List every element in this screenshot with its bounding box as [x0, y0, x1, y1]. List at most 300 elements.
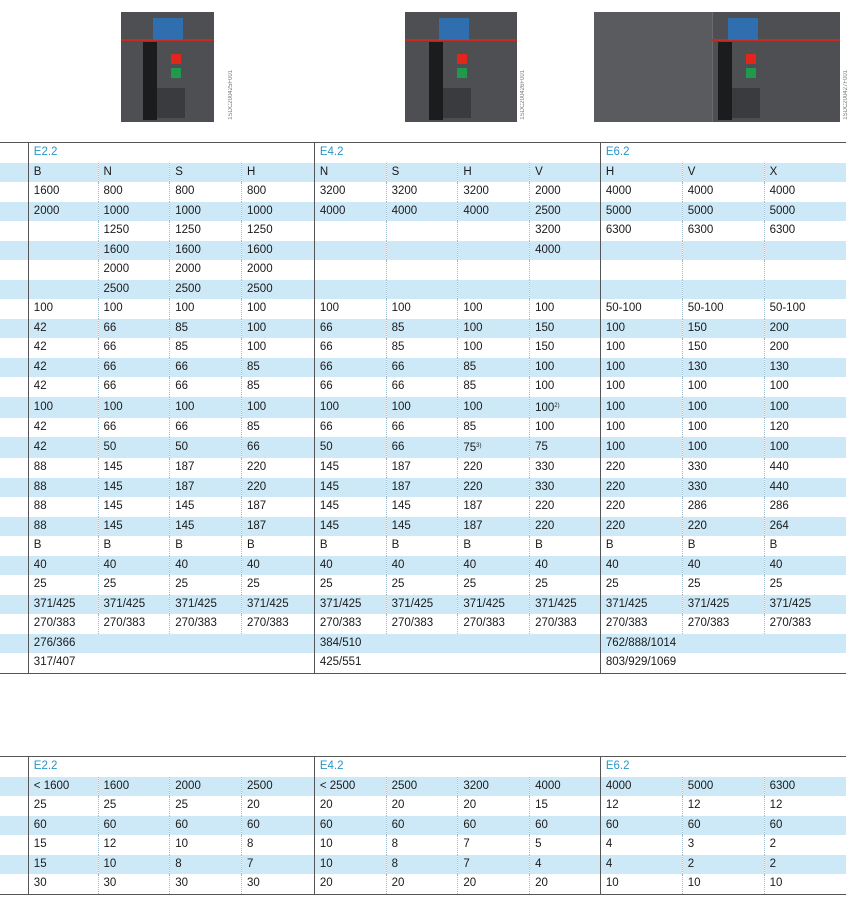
- cell-value: 100: [463, 321, 483, 334]
- cell-value: 145: [103, 461, 123, 474]
- table-cell: [28, 816, 98, 836]
- table-cell: [314, 377, 386, 397]
- cell-value: < 1600: [33, 779, 70, 792]
- cell-value: 220: [535, 519, 555, 532]
- cell-value: 371/425: [463, 597, 505, 610]
- cell-value: 2500: [247, 282, 273, 295]
- cell-value: 100: [391, 302, 411, 315]
- table-cell: [530, 874, 601, 894]
- table-cell: [170, 319, 242, 339]
- cell-value: B: [319, 539, 328, 552]
- cell-value: 7: [247, 857, 254, 870]
- cell-value: 187: [391, 480, 411, 493]
- cell-value: 2000: [247, 263, 273, 276]
- specs-table-secondary: [0, 756, 846, 895]
- table-row: [0, 874, 846, 894]
- table-cell: [386, 614, 458, 634]
- table-cell: [458, 221, 530, 241]
- table-cell: [170, 163, 242, 183]
- table-cell: [530, 777, 601, 797]
- table-cell: [530, 377, 601, 397]
- table-cell: [242, 358, 315, 378]
- cell-value: 100: [605, 360, 626, 373]
- cell-value: 1600: [103, 243, 130, 256]
- cell-value: 145: [103, 519, 123, 532]
- table-row-merged: [0, 634, 846, 654]
- cell-value: 60: [769, 818, 783, 831]
- table-cell: [682, 536, 764, 556]
- table-cell: [530, 280, 601, 300]
- table-cell: [530, 319, 601, 339]
- cell-value: 88: [33, 461, 47, 474]
- cell-value: 40: [769, 558, 783, 571]
- table-cell: [314, 478, 386, 498]
- cell-value: 100: [391, 400, 411, 413]
- row-label-cell: [0, 816, 28, 836]
- table-cell: [314, 556, 386, 576]
- table-cell: [458, 835, 530, 855]
- table-cell: [764, 319, 846, 339]
- table-row: [0, 418, 846, 438]
- table-cell: [458, 280, 530, 300]
- cell-value: H: [605, 165, 615, 178]
- table-cell: [170, 280, 242, 300]
- cell-value: 42: [33, 420, 47, 433]
- cell-value: 145: [103, 480, 123, 493]
- cell-value: 88: [33, 480, 47, 493]
- cell-value: N: [103, 165, 112, 178]
- cell-value: 66: [319, 420, 333, 433]
- table-cell: [28, 874, 98, 894]
- table-cell: [170, 260, 242, 280]
- table-cell: [458, 855, 530, 875]
- cell-value: 50-100: [605, 302, 642, 315]
- table-row: [0, 182, 846, 202]
- table-row: [0, 497, 846, 517]
- cell-value: 100: [605, 341, 626, 354]
- cell-value: 286: [687, 500, 707, 513]
- cell-value: 220: [605, 480, 626, 493]
- table-cell: [242, 478, 315, 498]
- group-header-row: [0, 143, 846, 163]
- table-cell: [530, 796, 601, 816]
- group-header-row: [0, 757, 846, 777]
- table-cell: [600, 497, 682, 517]
- table-cell: [28, 358, 98, 378]
- cell-value: 3200: [535, 224, 561, 237]
- table-row: [0, 855, 846, 875]
- table-row: [0, 377, 846, 397]
- cell-value: 25: [463, 578, 477, 591]
- table-cell: [764, 397, 846, 418]
- table-cell: [458, 418, 530, 438]
- cell-value: 145: [175, 500, 195, 513]
- cell-value: 145: [319, 500, 339, 513]
- cell-value: 66: [391, 380, 405, 393]
- table-cell: [600, 835, 682, 855]
- table-cell: [682, 458, 764, 478]
- cell-value: 15: [33, 857, 47, 870]
- table-cell: [600, 260, 682, 280]
- cell-value: 1000: [103, 204, 130, 217]
- cell-value: 85: [247, 380, 260, 393]
- table-cell: [600, 418, 682, 438]
- cell-value: 40: [687, 558, 701, 571]
- cell-value: 20: [463, 877, 477, 890]
- cell-value: 100: [175, 302, 195, 315]
- table-cell: [386, 241, 458, 261]
- table-row: [0, 575, 846, 595]
- cell-value: 75: [535, 441, 548, 453]
- cell-value: 30: [175, 877, 189, 890]
- table-cell: [764, 796, 846, 816]
- table-cell: [764, 418, 846, 438]
- table-cell: [314, 358, 386, 378]
- table-cell: [98, 437, 170, 458]
- cell-value: 3: [687, 838, 695, 851]
- table-cell: [386, 260, 458, 280]
- table-cell: [98, 358, 170, 378]
- cell-value: 220: [463, 480, 483, 493]
- cell-value: 100: [33, 400, 53, 413]
- row-label-cell: [0, 575, 28, 595]
- cell-value: 10: [103, 857, 117, 870]
- cell-value: 371/425: [33, 597, 76, 610]
- cell-value: 5000: [769, 204, 796, 217]
- cell-value: 4: [605, 857, 613, 870]
- cell-value: 1250: [103, 224, 130, 237]
- cell-value: 60: [463, 818, 477, 831]
- cell-value: 85: [175, 341, 189, 354]
- cell-value: 3200: [319, 185, 346, 198]
- cell-value: 6300: [769, 224, 796, 237]
- cell-value: 371/425: [247, 597, 289, 610]
- cell-value: 40: [247, 558, 260, 571]
- table-cell: [314, 319, 386, 339]
- cell-value: 100: [535, 401, 555, 414]
- cell-value: 8: [391, 857, 398, 870]
- cell-value: 2000: [175, 779, 201, 792]
- cell-value: 2500: [247, 779, 273, 792]
- table-cell: [458, 319, 530, 339]
- cell-value: 20: [391, 877, 405, 890]
- cell-value: B: [463, 539, 471, 552]
- cell-value: 66: [319, 321, 333, 334]
- table-cell: [28, 595, 98, 615]
- row-label-cell: [0, 517, 28, 537]
- cell-value: 100: [535, 420, 555, 433]
- cell-value: 25: [103, 578, 117, 591]
- cell-value: 20: [535, 877, 548, 890]
- row-label-cell: [0, 338, 28, 358]
- row-label-cell: [0, 874, 28, 894]
- cell-value: 100: [463, 302, 483, 315]
- table-cell: [98, 221, 170, 241]
- table-cell: [386, 221, 458, 241]
- table-cell: [242, 377, 315, 397]
- cell-value: 220: [687, 519, 707, 532]
- table-cell: [242, 397, 315, 418]
- row-label-cell: [0, 855, 28, 875]
- cell-value: B: [769, 539, 778, 552]
- cell-value: V: [535, 165, 543, 178]
- table-cell: [764, 517, 846, 537]
- cell-value: 4000: [535, 243, 561, 256]
- table-cell: [386, 338, 458, 358]
- cell-value: 30: [33, 877, 47, 890]
- table-cell: [28, 338, 98, 358]
- photo-code-3: 1SDC200427F001: [843, 70, 849, 120]
- cell-value: 25: [175, 799, 189, 812]
- cell-value: 60: [319, 818, 333, 831]
- cell-value: 270/383: [605, 617, 648, 630]
- cell-value: 100: [535, 380, 555, 393]
- cell-value: 42: [33, 441, 47, 453]
- table-cell: [600, 614, 682, 634]
- table-cell: [682, 319, 764, 339]
- table-row: [0, 478, 846, 498]
- table-cell: [530, 437, 601, 458]
- row-label-cell: [0, 202, 28, 222]
- cell-value: 40: [103, 558, 117, 571]
- cell-value: 371/425: [687, 597, 730, 610]
- table-cell: [682, 835, 764, 855]
- table-cell: [764, 614, 846, 634]
- cell-value: 1250: [247, 224, 273, 237]
- cell-value: 85: [247, 360, 260, 373]
- cell-value: 371/425: [535, 597, 577, 610]
- table-row: [0, 241, 846, 261]
- table-cell: [458, 358, 530, 378]
- table-row: [0, 517, 846, 537]
- table-row: [0, 319, 846, 339]
- table-cell: [682, 556, 764, 576]
- table-cell: [242, 338, 315, 358]
- table-cell: [314, 338, 386, 358]
- cell-value: 60: [535, 818, 548, 831]
- row-label-cell: [0, 634, 28, 654]
- cell-value: 100: [605, 420, 626, 433]
- table-cell: [242, 418, 315, 438]
- table-cell: [764, 299, 846, 319]
- cell-value: 100: [687, 441, 707, 453]
- table-cell: [600, 874, 682, 894]
- cell-value: 2000: [33, 204, 60, 217]
- table-row: [0, 835, 846, 855]
- cell-value: 2: [687, 857, 695, 870]
- cell-value: 100: [687, 400, 707, 413]
- cell-value: 25: [391, 578, 405, 591]
- table-cell: [458, 816, 530, 836]
- table-cell: [458, 397, 530, 418]
- table-cell: [530, 855, 601, 875]
- specs-table-main: [0, 142, 846, 674]
- table-cell: [170, 241, 242, 261]
- cell-value: 6300: [769, 779, 796, 792]
- table-cell: [314, 221, 386, 241]
- cell-value: 100: [247, 341, 267, 354]
- group-header: E6.2: [600, 143, 846, 163]
- cell-value: 145: [319, 461, 339, 474]
- table-cell: [28, 437, 98, 458]
- table-cell: [28, 478, 98, 498]
- row-label-cell: [0, 260, 28, 280]
- table-cell: [98, 556, 170, 576]
- cell-value: 100: [769, 380, 789, 393]
- cell-value: 88: [33, 500, 47, 513]
- cell-value: 5000: [605, 204, 632, 217]
- cell-value: 371/425: [175, 597, 217, 610]
- table-cell: [98, 595, 170, 615]
- row-label-cell: [0, 280, 28, 300]
- cell-value: 330: [687, 461, 707, 474]
- table-cell: [764, 358, 846, 378]
- group-header: E2.2: [28, 757, 314, 777]
- table-cell: [170, 182, 242, 202]
- table-cell: [28, 182, 98, 202]
- table-row: [0, 556, 846, 576]
- cell-value: 40: [391, 558, 405, 571]
- table-cell: [314, 182, 386, 202]
- cell-value: B: [247, 539, 255, 552]
- table-row: [0, 816, 846, 836]
- table-row: [0, 536, 846, 556]
- table-cell: [28, 299, 98, 319]
- table-cell: [28, 397, 98, 418]
- cell-value: 40: [535, 558, 548, 571]
- table-cell: [314, 517, 386, 537]
- table-cell: [386, 397, 458, 418]
- table-cell: [682, 221, 764, 241]
- table-cell: [28, 163, 98, 183]
- cell-value: 85: [247, 420, 260, 433]
- cell-value: 270/383: [175, 617, 217, 630]
- table-cell: [458, 575, 530, 595]
- table-cell: [682, 595, 764, 615]
- cell-value: 220: [247, 480, 267, 493]
- table-row: [0, 777, 846, 797]
- table-cell: [600, 202, 682, 222]
- table-cell: [314, 437, 386, 458]
- cell-value: 2500: [391, 779, 418, 792]
- table-cell: [386, 478, 458, 498]
- row-label-cell: [0, 556, 28, 576]
- table-cell: [28, 796, 98, 816]
- table-cell: [386, 319, 458, 339]
- row-label-cell: [0, 777, 28, 797]
- cell-value: 12: [687, 799, 701, 812]
- table-cell: 384/510: [314, 634, 600, 654]
- table-cell: [458, 458, 530, 478]
- cell-value: 100: [175, 400, 195, 413]
- cell-value: 145: [319, 519, 339, 532]
- cell-value: 2500: [103, 282, 130, 295]
- table-cell: [98, 163, 170, 183]
- table-cell: [530, 575, 601, 595]
- table-cell: [314, 595, 386, 615]
- table-cell: [386, 163, 458, 183]
- table-cell: [28, 458, 98, 478]
- table-cell: [530, 418, 601, 438]
- cell-value: 1600: [103, 779, 130, 792]
- table-cell: [386, 437, 458, 458]
- table-cell: [242, 182, 315, 202]
- table-cell: [764, 221, 846, 241]
- cell-value: 2000: [535, 185, 561, 198]
- table-cell: [764, 458, 846, 478]
- breaker-photo-e4-2: [405, 12, 517, 122]
- table-row: [0, 260, 846, 280]
- row-label-cell: [0, 835, 28, 855]
- cell-value: 100: [535, 302, 555, 315]
- table-cell: [170, 556, 242, 576]
- table-row: [0, 280, 846, 300]
- row-label-cell: [0, 143, 28, 163]
- table-cell: [386, 497, 458, 517]
- row-label-cell: [0, 397, 28, 418]
- cell-value: 5: [535, 838, 542, 851]
- table-cell: [98, 614, 170, 634]
- table-cell: [386, 182, 458, 202]
- table-cell: [600, 377, 682, 397]
- table-cell: [600, 280, 682, 300]
- cell-value: B: [391, 539, 400, 552]
- cell-value: B: [33, 165, 42, 178]
- table-cell: [764, 575, 846, 595]
- table-cell: [98, 796, 170, 816]
- cell-value: 100: [319, 400, 339, 413]
- cell-value: 66: [319, 380, 333, 393]
- table-cell: [242, 816, 315, 836]
- table-cell: [386, 595, 458, 615]
- cell-value: 150: [535, 341, 555, 354]
- cell-value: 20: [319, 877, 333, 890]
- cell-value: 100: [605, 400, 626, 413]
- table-cell: [170, 418, 242, 438]
- table-row: [0, 796, 846, 816]
- cell-value: 66: [319, 360, 333, 373]
- cell-value: 85: [463, 420, 477, 433]
- cell-value: 100: [463, 400, 483, 413]
- cell-value: 145: [391, 519, 411, 532]
- cell-value: 85: [391, 341, 405, 354]
- cell-value: 100: [605, 441, 626, 453]
- cell-value: 5000: [687, 779, 714, 792]
- table-cell: [530, 241, 601, 261]
- cell-value: 25: [605, 578, 619, 591]
- table-cell: [98, 497, 170, 517]
- table-cell: [764, 536, 846, 556]
- table-cell: [242, 536, 315, 556]
- table-cell: [242, 299, 315, 319]
- cell-value: 200: [769, 341, 789, 354]
- cell-value: 60: [175, 818, 189, 831]
- footnote-mark: 3): [476, 443, 482, 449]
- table-cell: [682, 299, 764, 319]
- table-cell: [98, 575, 170, 595]
- group-header: E2.2: [28, 143, 314, 163]
- cell-value: 60: [33, 818, 47, 831]
- table-cell: [682, 260, 764, 280]
- cell-value: 75: [463, 442, 477, 454]
- cell-value: 1600: [33, 185, 60, 198]
- table-cell: [600, 241, 682, 261]
- cell-value: S: [175, 165, 183, 178]
- cell-value: 371/425: [319, 597, 362, 610]
- table-cell: [242, 835, 315, 855]
- table-row: [0, 614, 846, 634]
- cell-value: 25: [319, 578, 333, 591]
